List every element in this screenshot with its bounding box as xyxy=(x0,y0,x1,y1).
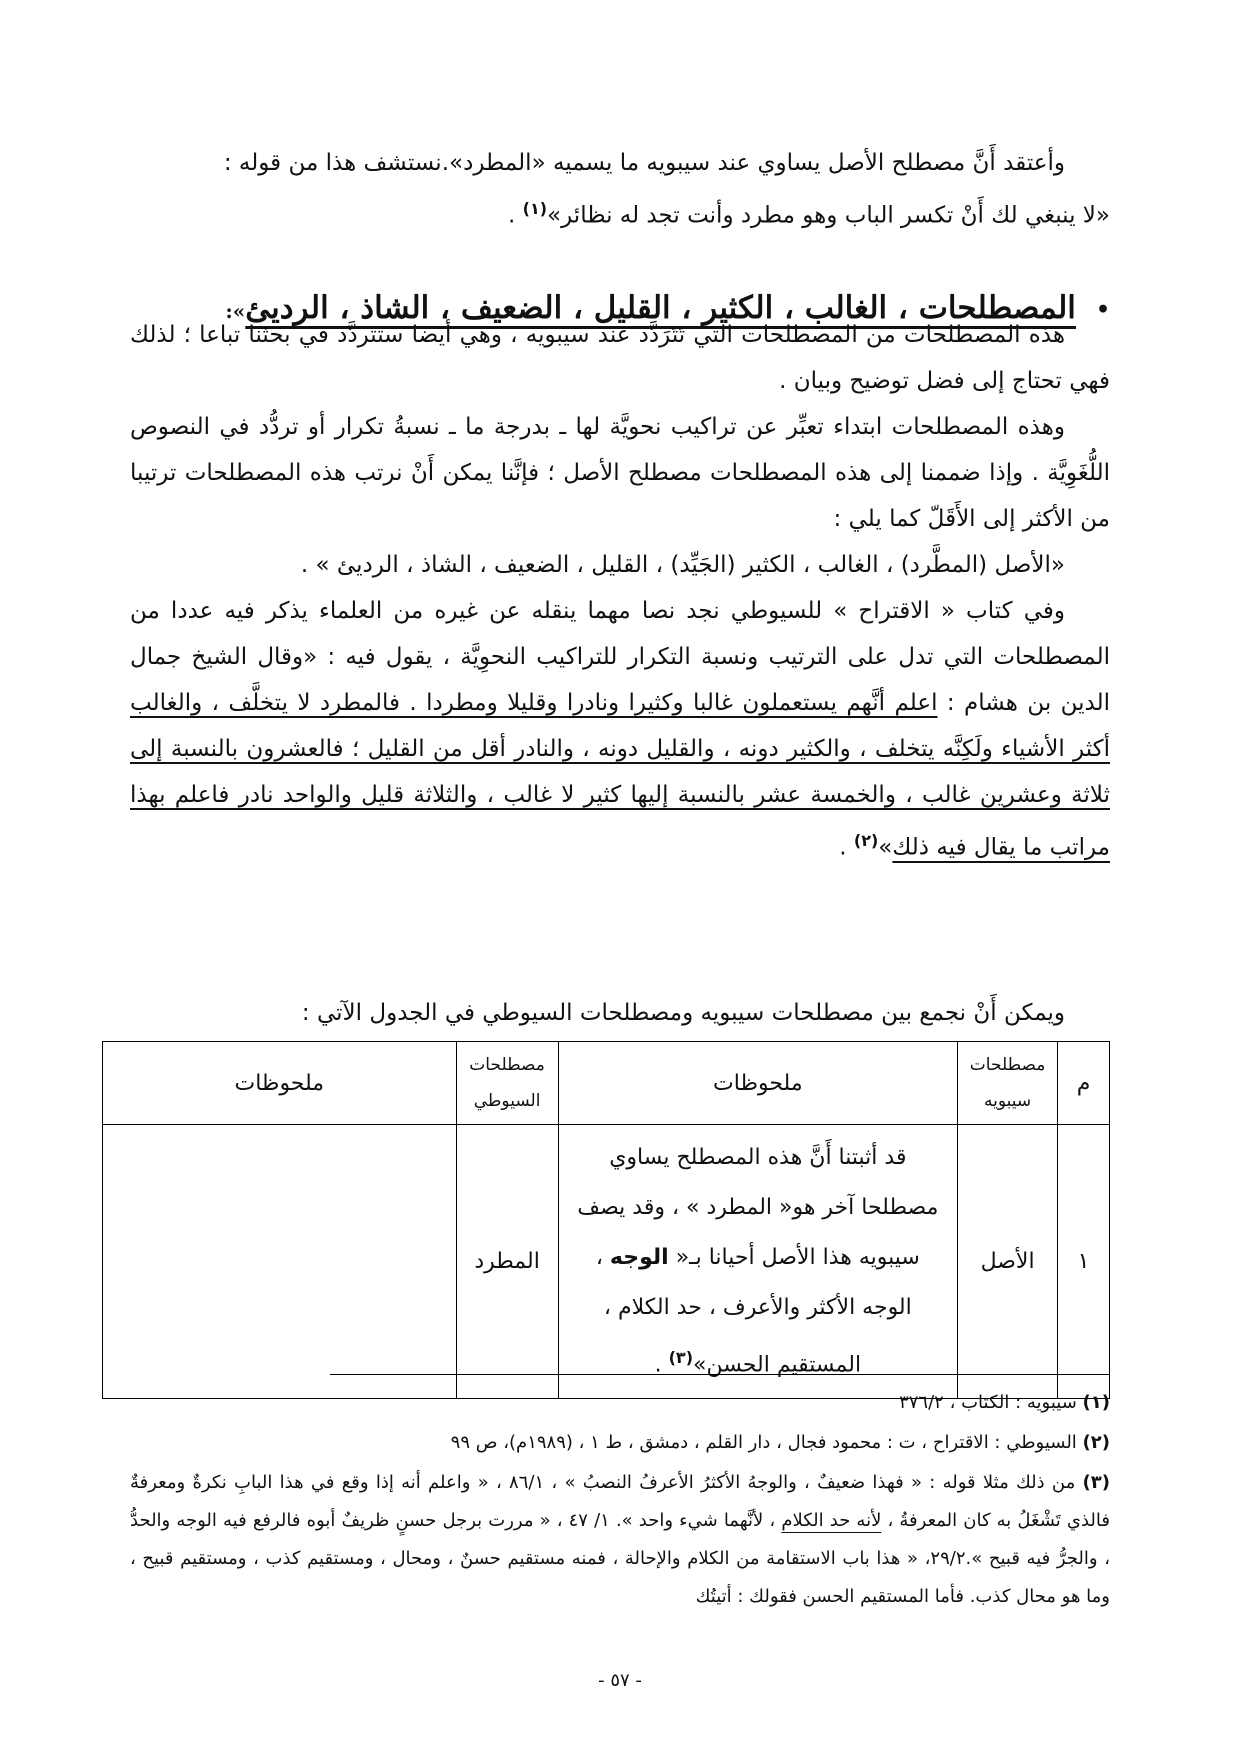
header-sibawayh-terms: مصطلحات سيبويه xyxy=(958,1042,1058,1125)
row-sibawayh-term: الأصل xyxy=(958,1125,1058,1399)
intro-quote: «لا ينبغي لك أَنْ تكسر الباب وهو مطرد وأنت تجد له نظائر» xyxy=(547,202,1110,229)
quoted-passage: اعلم أنَّهم يستعملون غالبا وكثيرا ونادرا وقليلا ومطردا . فالمطرد لا يتخلَّف ، والغالب أكثر الأشياء ولَكِنَّه يتخلف ، والكثير دونه ، والقليل دونه ، والنادر أقل من القليل ؛ فالعشرون بالنسبة إلى ثلاثة وعشرين غالب ، والخمسة عشر بالنسبة إليها كثير لا غالب ، والثلاثة قليل والواحد نادر فاعلم بهذا مراتب ما يقال فيه ذلك xyxy=(130,690,1110,861)
footnote-ref-3[interactable]: (٣) xyxy=(668,1348,693,1367)
header-suyuti-terms: مصطلحات السيوطي xyxy=(456,1042,558,1125)
paragraph-4-quote: وفي كتاب « الاقتراح » للسيوطي نجد نصا مهما ينقله عن غيره من العلماء يذكر فيه عددا من المصطلحات التي تدل على الترتيب ونسبة التكرار للتراكيب النحوِيَّة ، يقول فيه : «وقال الشيخ جمال الدين بن هشام : اعلم أنَّهم يستعملون غالبا وكثيرا ونادرا وقليلا ومطردا . فالمطرد لا يتخلَّف ، والغالب أكثر الأشياء ولَكِنَّه يتخلف ، والكثير دونه ، والقليل دونه ، والنادر أقل من القليل ؛ فالعشرون بالنسبة إلى ثلاثة وعشرين غالب ، والخمسة عشر بالنسبة إليها كثير لا غالب ، والثلاثة قليل والواحد نادر فاعلم بهذا مراتب ما يقال فيه ذلك»$^{(٢)}$ . xyxy=(130,598,1110,861)
intro-paragraph: وأعتقد أَنَّ مصطلح الأصل يساوي عند سيبويه ما يسميه «المطرد».نستشف هذا من قوله : «لا ينبغي لك أَنْ تكسر الباب وهو مطرد وأنت تجد له نظائر»$^{(١)}$ . xyxy=(223,150,1110,229)
section-heading: •المصطلحات ، الغالب ، الكثير ، القليل ، الضعيف ، الشاذ ، الرديئ»: xyxy=(225,290,1110,326)
row-number: ١ xyxy=(1058,1125,1110,1399)
bullet-icon: • xyxy=(1095,296,1110,323)
paragraph-3: «الأصل (المطَّرد) ، الغالب ، الكثير (الجَيِّد) ، القليل ، الضعيف ، الشاذ ، الرديئ » . xyxy=(300,552,1065,578)
header-notes: ملحوظات xyxy=(558,1042,958,1125)
page-number: - ٥٧ - xyxy=(598,1670,642,1691)
table-header-row xyxy=(103,1042,1110,1125)
row-notes: قد أثبتنا أَنَّ هذه المصطلح يساوي مصطلحا آخر هو« المطرد » ، وقد يصف سيبويه هذا الأصل أحيانا بـ« الوجه ، الوجه الأكثر والأعرف ، حد الكلام ، المستقيم الحسن»$^{(٣)}$ . xyxy=(558,1125,958,1399)
footnote-3: (٣) من ذلك مثلا قوله : « فهذا ضعيفٌ ، والوجهُ الأكثرُ الأعرفُ النصبُ » ، ٨٦/١ ، « واعلم أنه إذا وقع في هذا البابِ نكرةٌ ومعرفةٌ فالذي تَشْغَلُ به كان المعرفةُ ، لأنه حد الكلام ، لأنَّهما شيء واحد ». ١/ ٤٧ ، « مررت برجل حسنٍ ظريفٌ أبوه فالرفع فيه الوجه والحدُّ ، والجرُّ فيه قبيح ».٢٩/٢، « هذا باب الاستقامة من الكلام والإحالة ، فمنه مستقيم حسنٌ ، ومحال ، ومستقيم كذب ، ومستقيم قبيح ، وما هو محال كذب. فأما المستقيم الحسن فقولك : أتيتُك xyxy=(130,1472,1111,1607)
quote-intro: وفي كتاب « الاقتراح » للسيوطي نجد نصا مهما ينقله عن غيره من العلماء يذكر فيه عددا من المصطلحات التي تدل على الترتيب ونسبة التكرار للتراكيب النحوِيَّة ، يقول فيه : «وقال الشيخ جمال الدين بن هشام : xyxy=(130,598,1110,716)
footnote-divider xyxy=(330,1374,1110,1375)
footnote-ref-1[interactable]: (١) xyxy=(522,199,548,218)
row-notes-2 xyxy=(103,1125,457,1399)
header-number: م xyxy=(1058,1042,1110,1125)
paragraph-1: هذه المصطلحات من المصطلحات التي تَتَرَدَّد عند سيبويه ، وهي أيضا ستتردَّد في بحثنا تباعا ؛ لذلك فهي تحتاج إلى فضل توضيح وبيان . xyxy=(130,322,1110,394)
intro-line-1: وأعتقد أَنَّ مصطلح الأصل يساوي عند سيبويه ما يسميه «المطرد».نستشف هذا من قوله : xyxy=(223,150,1065,176)
footnote-2: (٢) السيوطي : الاقتراح ، ت : محمود فجال ، دار القلم ، دمشق ، ط ١ ، (١٩٨٩م)، ص ٩٩ xyxy=(450,1432,1110,1453)
section-heading-text: المصطلحات ، الغالب ، الكثير ، القليل ، الضعيف ، الشاذ ، الرديئ xyxy=(245,290,1076,326)
paragraph-5: ويمكن أَنْ نجمع بين مصطلحات سيبويه ومصطلحات السيوطي في الجدول الآتي : xyxy=(301,1000,1065,1026)
paragraph-2: وهذه المصطلحات ابتداء تعبِّر عن تراكيب نحويَّة لها ـ بدرجة ما ـ نسبةُ تكرار أو تردُّد في النصوص اللُّغَوِيَّة . وإذا ضممنا إلى هذه المصطلحات مصطلح الأصل ؛ فإنَّنا يمكن أَنْ نرتب هذه المصطلحات ترتيبا من الأكثر إلى الأَقَلّ كما يلي : xyxy=(130,414,1110,532)
row-suyuti-term: المطرد xyxy=(456,1125,558,1399)
table-row xyxy=(103,1125,1110,1399)
footnote-ref-2[interactable]: (٢) xyxy=(853,831,879,850)
header-notes-2: ملحوظات xyxy=(103,1042,457,1125)
footnote-1: (١) سيبويه : الكتاب ، ٣٧٦/٢ xyxy=(899,1392,1110,1413)
terms-table xyxy=(102,1041,1110,1399)
